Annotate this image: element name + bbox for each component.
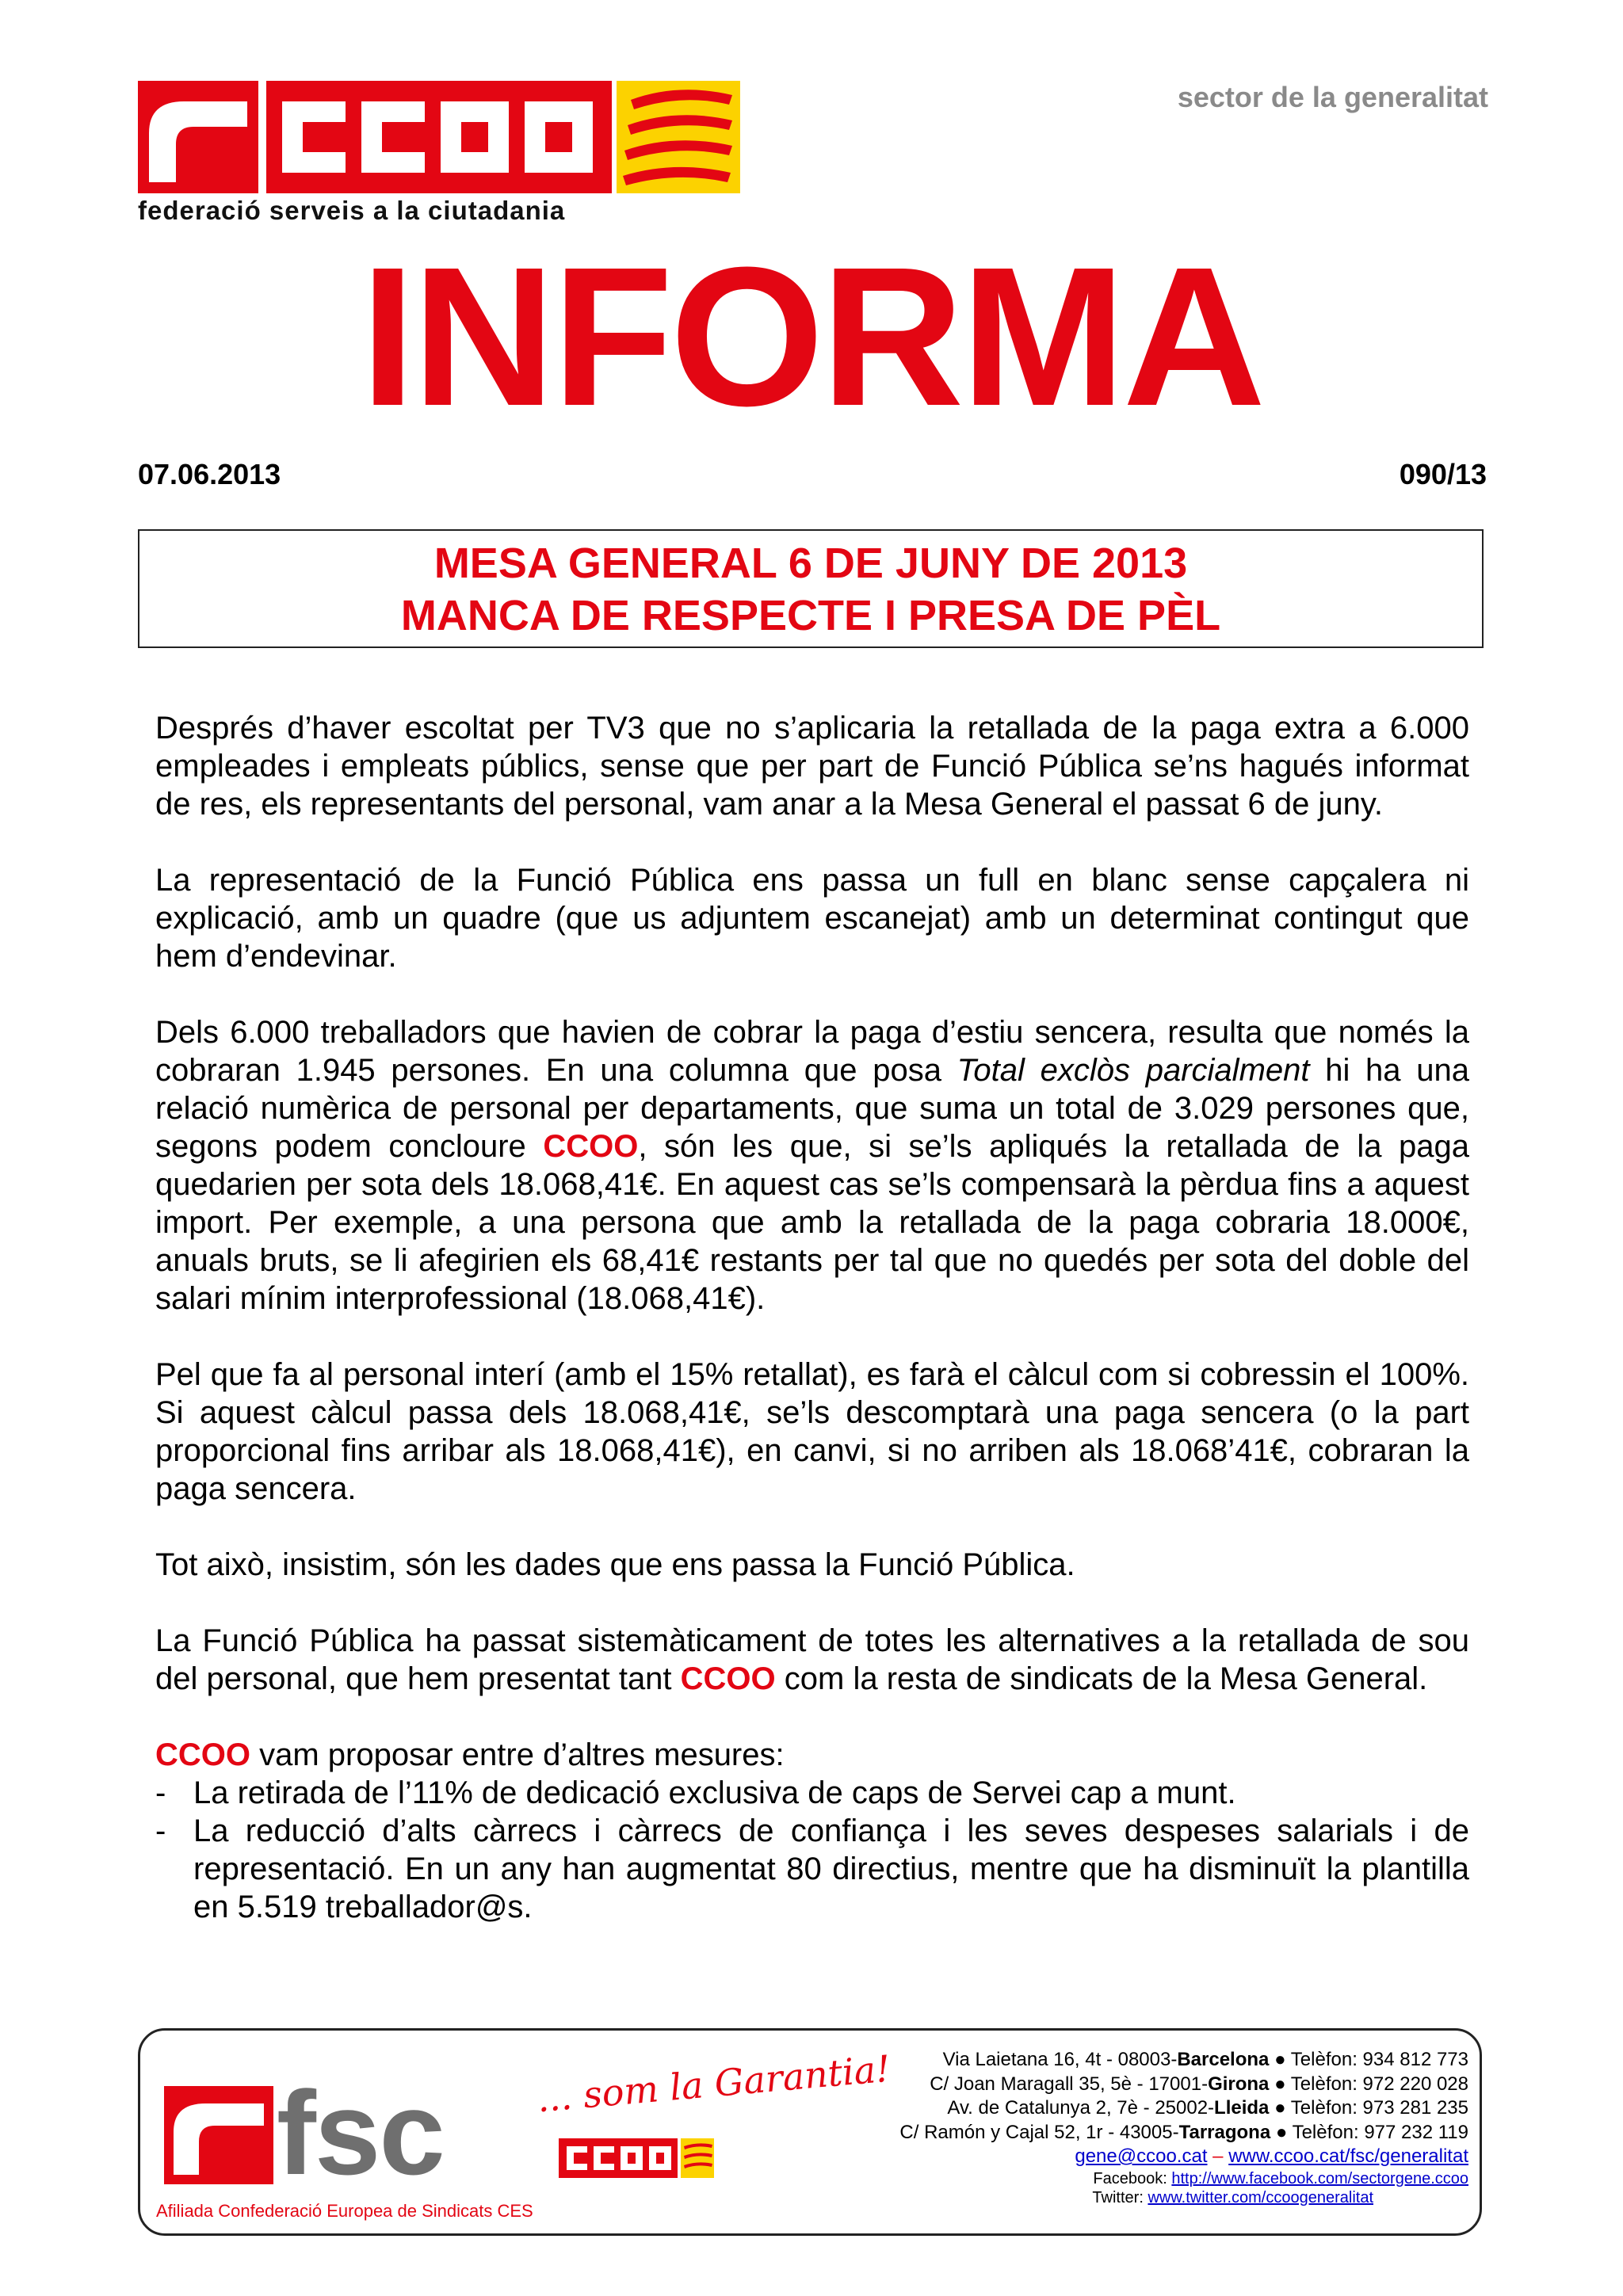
ccoo-highlight: CCOO — [155, 1737, 250, 1772]
paragraph-5: Tot això, insistim, són les dades que ens passa la Funció Pública. — [155, 1547, 1075, 1582]
footer-box — [138, 2028, 1482, 2236]
title-line-2: MANCA DE RESPECTE I PRESA DE PÈL — [400, 592, 1221, 639]
paragraph-6 — [155, 1622, 1469, 1698]
list-item: - La reducció d’alts càrrecs i càrrecs de confiança i les seves despeses salarials i de representació. En un any han augmentat 80 directius, mentre que ha disminuït la plantilla en 5.519 treballador@s. — [155, 1812, 1469, 1926]
address-tarragona — [899, 2121, 1468, 2145]
title-line-1: MESA GENERAL 6 DE JUNY DE 2013 — [433, 540, 1188, 587]
proposals-intro — [155, 1736, 1469, 1774]
address-street: Av. de Catalunya 2, 7è - 25002- — [947, 2097, 1215, 2119]
fsc-logo-icon — [164, 2086, 273, 2184]
address-street: C/ Joan Maragall 35, 5è - 17001- — [930, 2073, 1209, 2095]
ccoo-logo — [138, 81, 740, 193]
twitter-label: Twitter: — [1092, 2188, 1148, 2206]
document-date: 07.06.2013 — [138, 458, 281, 490]
list-item: - La retirada de l’11% de dedicació exclusiva de caps de Servei cap a munt. — [155, 1774, 1469, 1812]
twitter-link[interactable]: www.twitter.com/ccoogeneralitat — [1148, 2188, 1373, 2206]
address-phone: ● Telèfon: 934 812 773 — [1269, 2049, 1468, 2070]
informa-heading: INFORMA — [360, 226, 1263, 447]
paragraph-4: Pel que fa al personal interí (amb el 15% retallat), es farà el càlcul com si cobressin el 100%. Si aquest càlcul passa dels 18.068,41€, se’ls descomptarà una paga sencera (o la part proporcional fins arribar als 18.068,41€), en canvi, si no arriben als 18.068’41€, cobraran la paga sencera. — [155, 1357, 1469, 1506]
address-phone: ● Telèfon: 972 220 028 — [1269, 2073, 1468, 2095]
paragraph-6-text-b: com la resta de sindicats de la Mesa General. — [775, 1661, 1428, 1696]
address-phone: ● Telèfon: 977 232 119 — [1270, 2121, 1468, 2143]
proposals-list — [155, 1774, 1469, 1926]
contact-addresses — [899, 2048, 1468, 2207]
address-lleida — [899, 2096, 1468, 2121]
facebook-line — [899, 2169, 1468, 2188]
paragraph-3-text-b: hi ha una relació numèrica de personal per departaments, que suma un total de 3.029 persones que, segons podem concloure — [155, 1053, 1470, 1164]
address-city: Tarragona — [1178, 2121, 1271, 2143]
title-box — [138, 529, 1484, 648]
email-link[interactable]: gene@ccoo.cat — [1075, 2145, 1208, 2167]
sector-label: sector de la generalitat — [1177, 81, 1488, 113]
paragraph-3-text-a: Dels 6.000 treballadors que havien de cobrar la paga d’estiu sencera, resulta que només la cobraran 1.945 persones. En una columna que posa — [155, 1015, 1469, 1088]
logo-subtitle: federació serveis a la ciutadania — [138, 196, 566, 225]
body-text — [155, 709, 1469, 1926]
link-separator: – — [1207, 2145, 1229, 2167]
slogan: ... som la Garantia! — [535, 2046, 892, 2121]
address-street: C/ Ramón y Cajal 52, 1r - 43005- — [899, 2121, 1179, 2143]
address-girona — [899, 2073, 1468, 2097]
twitter-line — [899, 2188, 1468, 2207]
document-number: 090/13 — [1399, 458, 1487, 490]
ccoo-highlight: CCOO — [680, 1661, 776, 1696]
address-city: Barcelona — [1177, 2049, 1270, 2070]
address-city: Girona — [1208, 2073, 1270, 2095]
email-web-line — [899, 2145, 1468, 2169]
ccoo-logo-graphic — [138, 81, 740, 193]
ccoo-small-logo — [559, 2138, 714, 2178]
paragraph-6-text-a: La Funció Pública ha passat sistemàticament de totes les alternatives a la retallada de sou del personal, que hem presentat tant — [155, 1623, 1469, 1696]
afiliada-ces: Afiliada Confederació Europea de Sindicats CES — [156, 2201, 533, 2221]
address-street: Via Laietana 16, 4t - 08003- — [942, 2049, 1178, 2070]
paragraph-3-text-c: , són les que, si se’ls apliqués la retallada de la paga quedarien per sota dels 18.068,41€. En aquest cas se’ls compensarà la pèrdua fins a aquest import. Per exemple, a una persona que amb la retallada de la paga cobraria 18.000€, anuals bruts, se li afegirien els 68,41€ restants per tal que no quedés per sota del doble del salari mínim interprofessional (18.068,41€). — [155, 1129, 1469, 1316]
total-exclos-italic: Total exclòs parcialment — [957, 1053, 1310, 1088]
facebook-link[interactable]: http://www.facebook.com/sectorgene.ccoo — [1171, 2169, 1468, 2187]
fsc-wordmark: fsc — [277, 2066, 444, 2199]
paragraph-2: La representació de la Funció Pública ens passa un full en blanc sense capçalera ni explicació, amb un quadre (que us adjuntem escanejat) amb un determinat contingut que hem d’endevinar. — [155, 863, 1469, 974]
web-link[interactable]: www.ccoo.cat/fsc/generalitat — [1228, 2145, 1468, 2167]
paragraph-3 — [155, 1013, 1469, 1318]
facebook-label: Facebook: — [1093, 2169, 1172, 2187]
address-barcelona — [899, 2048, 1468, 2073]
address-city: Lleida — [1214, 2097, 1270, 2119]
proposals-intro-text: vam proposar entre d’altres mesures: — [250, 1737, 785, 1772]
address-phone: ● Telèfon: 973 281 235 — [1269, 2097, 1468, 2119]
ccoo-highlight: CCOO — [543, 1129, 639, 1164]
paragraph-1: Després d’haver escoltat per TV3 que no s’aplicaria la retallada de la paga extra a 6.000 empleades i empleats públics, sense que per part de Funció Pública se’ns hagués informat de res, els representants del personal, vam anar a la Mesa General el passat 6 de juny. — [155, 711, 1469, 822]
